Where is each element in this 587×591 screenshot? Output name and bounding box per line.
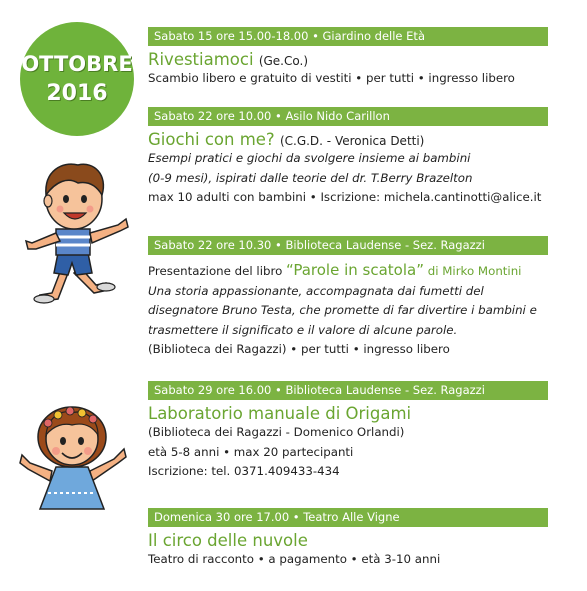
event-header: Domenica 30 ore 17.00 • Teatro Alle Vigne xyxy=(148,508,548,527)
badge-year: 2016 xyxy=(46,80,108,106)
event-header: Sabato 22 ore 10.30 • Biblioteca Laudense - Sez. Ragazzi xyxy=(148,236,548,255)
event-line: Una storia appassionante, accompagnata dai fumetti del xyxy=(148,283,484,298)
event-line: max 10 adulti con bambini • Iscrizione: michela.cantinotti@alice.it xyxy=(148,190,542,204)
event-line: Iscrizione: tel. 0371.409433-434 xyxy=(148,464,340,478)
event-line: età 5-8 anni • max 20 partecipanti xyxy=(148,444,354,459)
event-line: Teatro di racconto • a pagamento • età 3-10 anni xyxy=(148,552,441,566)
event-header: Sabato 29 ore 16.00 • Biblioteca Laudense - Sez. Ragazzi xyxy=(148,381,548,400)
event-title-sub: (Ge.Co.) xyxy=(258,54,308,68)
boy-running-illustration xyxy=(22,155,134,305)
event-line: Scambio libero e gratuito di vestiti • per tutti • ingresso libero xyxy=(148,71,515,85)
girl-with-flower-crown-illustration xyxy=(18,393,130,515)
event-4 xyxy=(148,381,548,482)
book-author: di Mirko Montini xyxy=(427,264,522,278)
event-title xyxy=(148,404,548,423)
event-title-text: Giochi con me? xyxy=(148,130,275,149)
event-title xyxy=(148,531,548,550)
event-title-sub: (C.G.D. - Veronica Detti) xyxy=(279,134,425,148)
event-line: (Biblioteca dei Ragazzi - Domenico Orlandi) xyxy=(148,425,405,439)
badge-month: OTTOBRE xyxy=(21,51,133,76)
event-title-text: Rivestiamoci xyxy=(148,50,254,69)
event-line: trasmettere il significato e il valore di alcune parole. xyxy=(148,322,458,337)
event-header: Sabato 22 ore 10.00 • Asilo Nido Carillon xyxy=(148,107,548,126)
event-title xyxy=(148,50,548,69)
month-badge xyxy=(20,22,134,136)
event-title-text: Il circo delle nuvole xyxy=(148,531,308,550)
event-intro xyxy=(148,261,548,282)
event-3 xyxy=(148,236,548,360)
event-line: (0-9 mesi), ispirati dalle teorie del dr. T.Berry Brazelton xyxy=(148,170,473,185)
book-title: “Parole in scatola” xyxy=(286,261,424,279)
event-line: Esempi pratici e giochi da svolgere insieme ai bambini xyxy=(148,151,471,165)
event-line: (Biblioteca dei Ragazzi) • per tutti • ingresso libero xyxy=(148,342,450,356)
intro-prefix: Presentazione del libro xyxy=(148,264,283,278)
event-title xyxy=(148,130,548,149)
event-1 xyxy=(148,27,548,89)
event-line: disegnatore Bruno Testa, che promette di far divertire i bambini e xyxy=(148,303,537,317)
event-2 xyxy=(148,107,548,208)
event-title-text: Laboratorio manuale di Origami xyxy=(148,404,412,423)
event-header: Sabato 15 ore 15.00-18.00 • Giardino delle Età xyxy=(148,27,548,46)
event-5 xyxy=(148,508,548,570)
